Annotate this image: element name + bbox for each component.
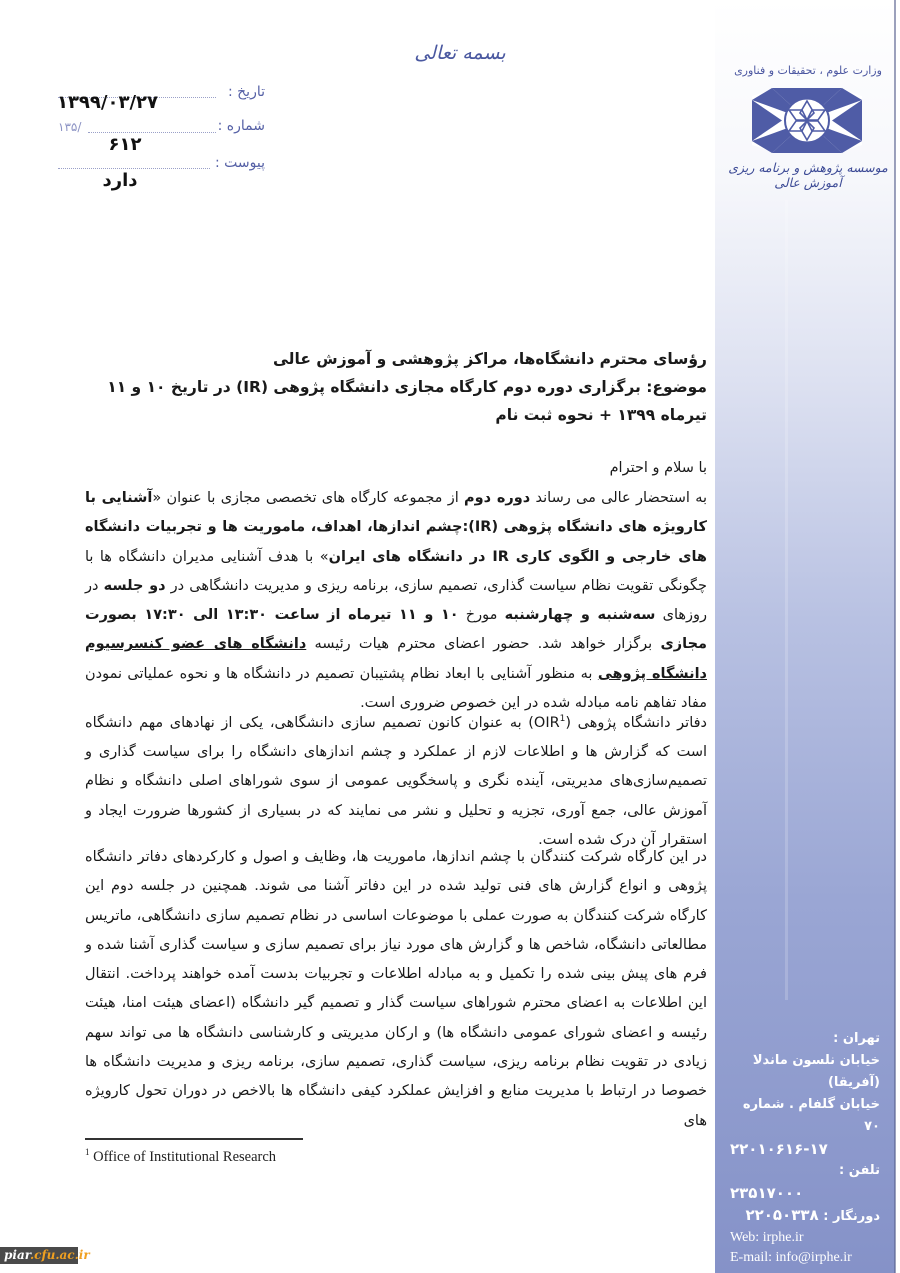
- bold-text: سه‌شنبه و چهارشنبه: [504, 607, 656, 624]
- bold-text: آشنایی با کارویژه های دانشگاه پژوهی (IR):چشم اندازها، اهداف، ماموریت ها و تجربیات دانشگاه های خارجی و الگوی کاری IR در دانشگاه های ایران: [85, 490, 707, 565]
- irphe-logo-icon: [752, 88, 862, 153]
- institute-name: موسسه پژوهش و برنامه ریزی آموزش عالی: [728, 160, 888, 190]
- footnote-divider: [85, 1138, 303, 1140]
- bold-text: دو جلسه: [103, 577, 166, 594]
- footnote-number: 1: [85, 1147, 90, 1157]
- bold-text: دوره دوم: [464, 490, 531, 506]
- body-paragraph-1: [85, 484, 707, 718]
- addressee: رؤسای محترم دانشگاه‌ها، مراکز پژوهشی و آموزش عالی: [273, 350, 707, 368]
- text-run: برگزار خواهد شد. حضور اعضای محترم هیات رئیسه: [306, 636, 661, 653]
- contact-street-2: خیابان گلفام . شماره ۷۰: [742, 1097, 880, 1134]
- contact-web[interactable]: Web: irphe.ir: [730, 1230, 804, 1245]
- bismillah-heading: بسمه تعالی: [414, 42, 506, 64]
- number-dots: [88, 132, 216, 133]
- ministry-name: وزارت علوم ، تحقیقات و فناوری: [734, 64, 882, 77]
- number-prefix: ۱۳۵/: [58, 120, 82, 134]
- attachment-label: پیوست :: [215, 155, 265, 171]
- site-watermark: [0, 1247, 90, 1264]
- contact-city: تهران :: [833, 1031, 880, 1046]
- attachment-value: دارد: [102, 170, 138, 191]
- subject: موضوع: برگزاری دوره دوم کارگاه مجازی دانشگاه پژوهی (IR) در تاریخ ۱۰ و ۱۱ تیرماه ۱۳۹۹ + نحوه ثبت نام: [107, 378, 707, 424]
- contact-fax-label: دورنگار :: [823, 1209, 880, 1224]
- bold-text: دانشگاه های عضو کنسرسیوم دانشگاه پژوهی: [85, 636, 707, 682]
- contact-phone-label: تلفن :: [839, 1163, 880, 1178]
- body-paragraph-3: [85, 843, 707, 1136]
- number-value: ۶۱۲: [108, 134, 142, 155]
- footnote: [85, 1147, 276, 1166]
- date-value: ۱۳۹۹/۰۳/۲۷: [56, 92, 158, 113]
- footnote-ref: 1: [559, 714, 566, 724]
- contact-email[interactable]: E-mail: info@irphe.ir: [730, 1250, 852, 1265]
- number-label: شماره :: [217, 118, 265, 134]
- footnote-text: Office of Institutional Research: [93, 1148, 277, 1165]
- text-run: به منظور آشنایی با ابعاد نظام پشتیبان تصمیم در دانشگاه ها و نحوه عملیاتی نمودن مفاد تفاهم نامه مبادله شده در این خصوص ضروری است.: [85, 665, 707, 712]
- text-run: از مجموعه کارگاه های تخصصی مجازی با عنوان «: [152, 490, 465, 506]
- text-run: » با هدف آشنایی مدیران دانشگاه ها با چگونگی تقویت نظام سیاست گذاری، تصمیم سازی، برنامه ریزی و مدیریت دانشگاهی در: [85, 548, 707, 594]
- text-run: به استحضار عالی می رساند: [530, 490, 707, 506]
- text-run: ) به عنوان کانون تصمیم سازی دانشگاهی، یکی از نهادهای مهم دانشگاه است که گزارش ها و اطلاعات لازم از عملکرد و چشم اندازهای دانشگاه را برای سیاست گذاری و تصمیم‌سازی‌های مدیریتی، آینده نگری و پاسخگویی عمومی از سوی شوراهای اصلی دانشگاه و نظام آموزش عالی، جمع آوری، تجزیه و تحلیل و نشر می نمایند که در بسیاری از کشورها ضرورت ایجاد و استقرار آن درک شده است.: [85, 714, 707, 849]
- watermark-prefix: piar: [4, 1248, 30, 1262]
- text-run: دفاتر دانشگاه پژوهی (OIR: [533, 714, 707, 731]
- contact-phone-2: ۲۳۵۱۷۰۰۰: [730, 1184, 804, 1202]
- text-run: در روزهای: [85, 577, 708, 624]
- date-label: تاریخ :: [227, 84, 265, 100]
- text-run: مورخ: [458, 607, 505, 624]
- contact-street-1: خیابان نلسون ماندلا (آفریقا): [752, 1053, 880, 1090]
- page-edge: [894, 0, 896, 1273]
- bold-text: ۱۰ و ۱۱ تیرماه از ساعت ۱۳:۳۰ الی ۱۷:۳۰ بصورت مجازی: [85, 607, 707, 653]
- contact-fax: ۲۲۰۵۰۳۳۸: [745, 1206, 819, 1224]
- greeting: با سلام و احترام: [609, 460, 707, 476]
- watermark-domain: .cfu.ac.ir: [29, 1248, 90, 1262]
- side-band-fold: [785, 200, 788, 1000]
- attachment-dots: [58, 168, 210, 169]
- text-run: در این کارگاه شرکت کنندگان با چشم اندازها، ماموریت ها، وظایف و اصول و کارکردهای دفاتر دانشگاه پژوهی و انواع گزارش های فنی تولید شده در این دفاتر آشنا می شوند. همچنین در جلسه دوم این کارگاه شرکت کنندگان به صورت عملی با موضوعات اساسی در نظام تصمیم سازی دانشگاهی، ماتریس مطالعاتی دانشگاه، شاخص ها و گزارش های مورد نیاز برای تصمیم سازی و سیاست گذاری آشنا شده و فرم های پیش بینی شده را تکمیل و به مبادله اطلاعات و تجربیات بدست آمده خواهند پرداخت. انتقال این اطلاعات به اعضای محترم شوراهای سیاست گذار و تصمیم گیر دانشگاه (اعضای هیئت امنا، هیئت رئیسه و اعضای شورای عمومی دانشگاه ها) و ارکان مدیریتی و کارشناسی دانشگاه ها می تواند سهم زیادی در تقویت نظام برنامه ریزی، سیاست گذاری، تصمیم سازی، برنامه ریزی و مدیریت دانشگاه ها خصوصا در ارتباط با مدیریت منابع و افزایش عملکرد کیفی دانشگاه ها بالاخص در دوران تحول کارویژه های: [85, 849, 707, 1129]
- body-paragraph-2: [85, 705, 707, 855]
- contact-block: [730, 1028, 880, 1268]
- letter-heading: [87, 345, 707, 429]
- contact-fax-row: [730, 1204, 880, 1228]
- contact-phone-1: ۲۲۰۱۰۶۱۶-۱۷: [730, 1140, 828, 1158]
